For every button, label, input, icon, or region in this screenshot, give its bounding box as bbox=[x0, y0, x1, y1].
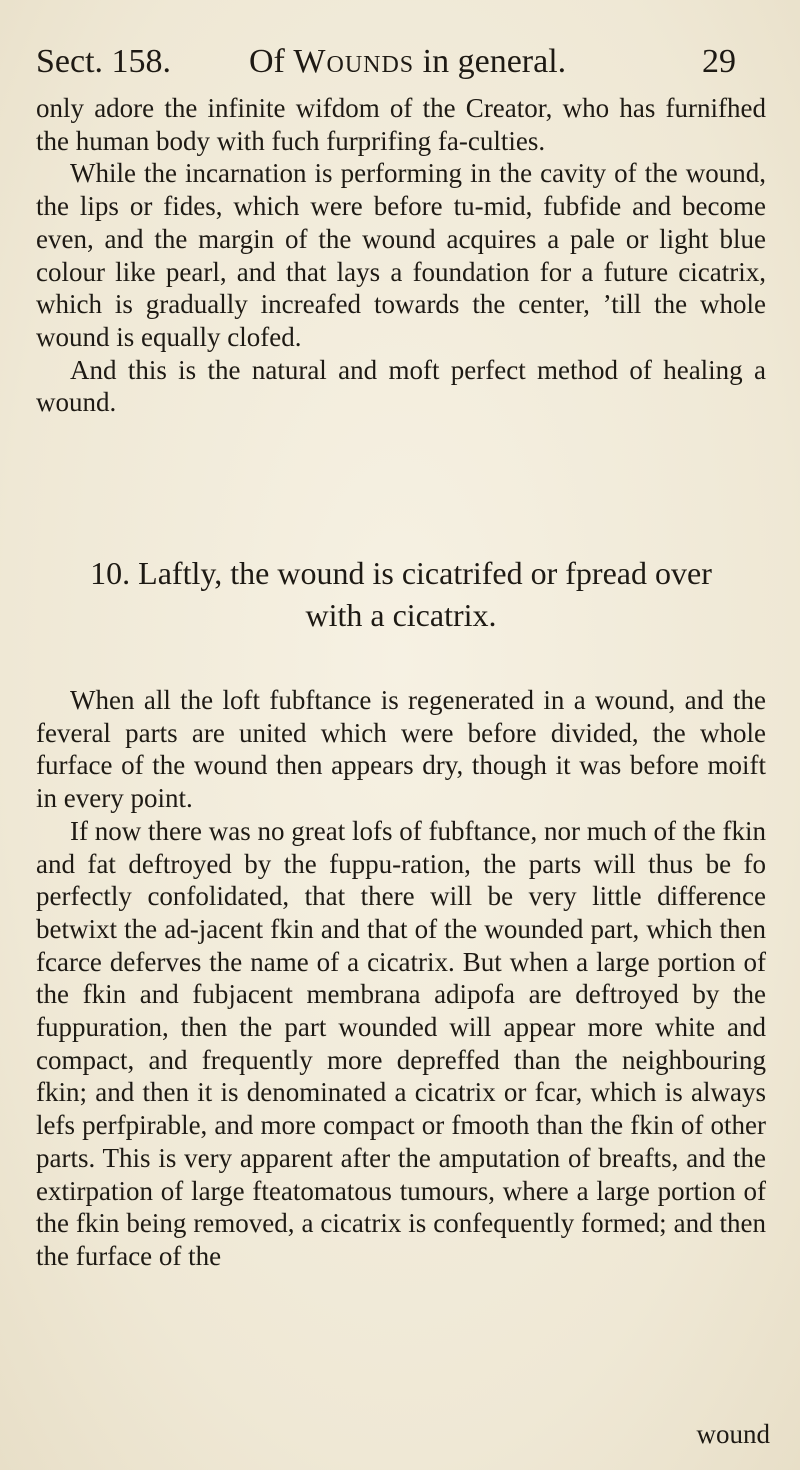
section-heading-line: 10. Laftly, the wound is cicatrifed or fpread over bbox=[90, 555, 712, 591]
section-number: Sect. 158. bbox=[36, 43, 172, 80]
catchword: wound bbox=[696, 1419, 770, 1449]
running-title: Of Wounds in general. bbox=[249, 43, 567, 80]
paragraph: If now there was no great lofs of fubftance, nor much of the fkin and fat deftroyed by the fuppu-ration, the parts will thus be fo perfectly confolidated, that there will be very little difference betwixt the ad-jacent fkin and that of the wounded part, which then fcarce deferves the name of a cicatrix. But when a large portion of the fkin and fubjacent membrana adipofa are deftroyed by the fuppuration, then the part wounded will appear more white and compact, and frequently more depreffed than the neighbouring fkin; and then it is denominated a cicatrix or fcar, which is always lefs perfpirable, and more compact or fmooth than the fkin of other parts. This is very apparent after the amputation of breafts, and the extirpation of large fteatomatous tumours, where a large portion of the fkin being removed, a cicatrix is confequently formed; and then the furface of the bbox=[36, 815, 766, 1271]
paragraph: When all the loft fubftance is regenerated in a wound, and the feveral parts are united which were before divided, the whole furface of the wound then appears dry, though it was before moift in every point. bbox=[36, 685, 766, 814]
section-heading-line: with a cicatrix. bbox=[305, 597, 497, 633]
paragraph: only adore the infinite wifdom of the Creator, who has furnifhed the human body with fuch furprifing fa-culties. bbox=[36, 93, 766, 156]
page-number: 29 bbox=[702, 43, 736, 80]
section-heading bbox=[36, 552, 766, 636]
paragraph: While the incarnation is performing in the cavity of the wound, the lips or fides, which were before tu-mid, fubfide and become even, and the margin of the wound acquires a pale or light blue colour like pearl, and that lays a foundation for a future cicatrix, which is gradually increafed towards the center, ’till the whole wound is equally clofed. bbox=[36, 158, 766, 352]
running-header bbox=[36, 36, 766, 88]
body-text-after-heading bbox=[36, 684, 766, 1273]
paragraph: And this is the natural and moft perfect method of healing a wound. bbox=[36, 354, 766, 418]
body-text-before-heading bbox=[36, 92, 766, 419]
